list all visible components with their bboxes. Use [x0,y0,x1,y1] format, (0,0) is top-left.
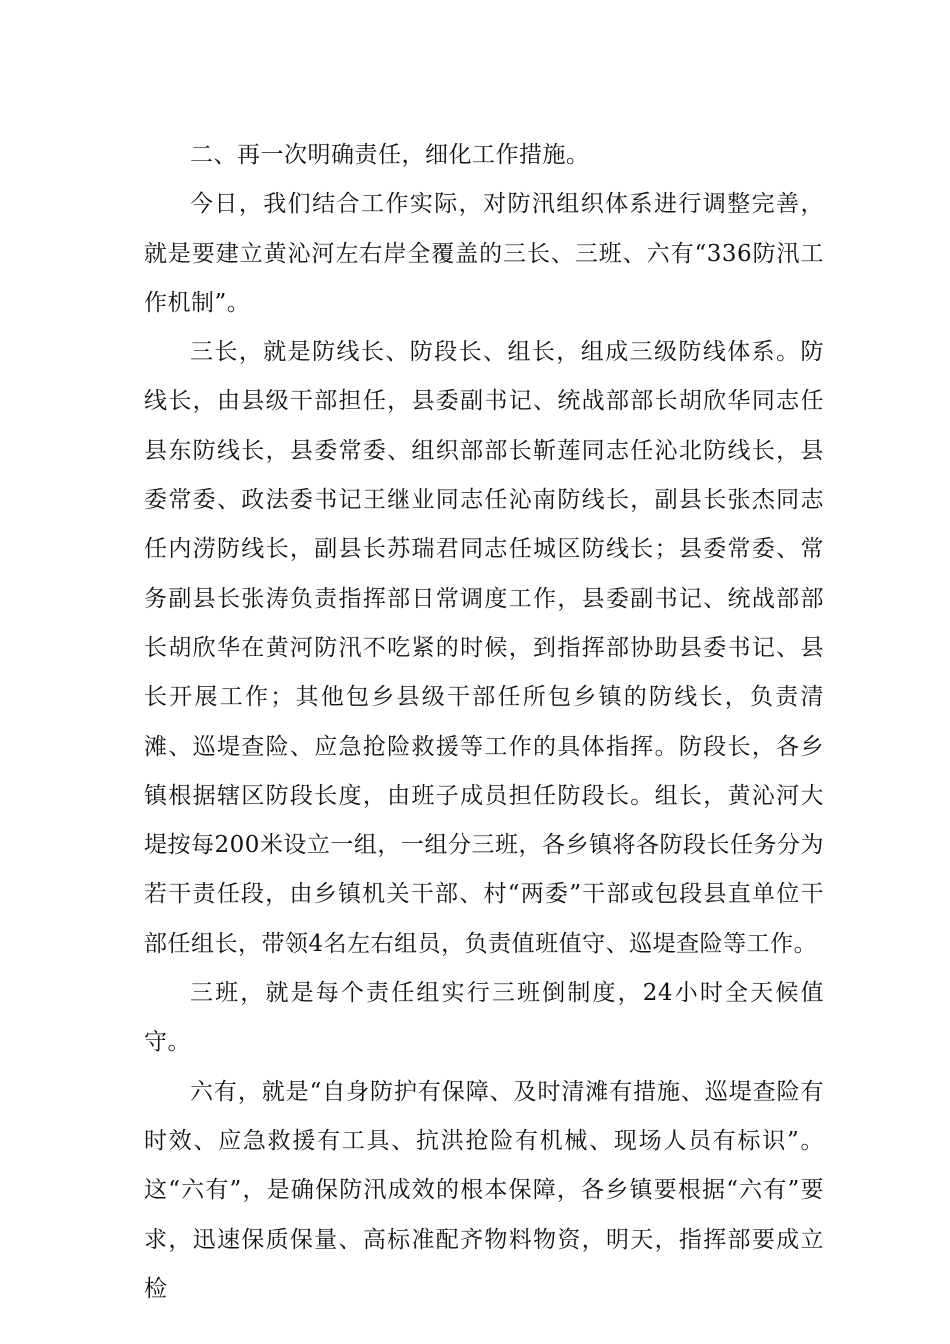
section-heading: 二、再一次明确责任，细化工作措施。 [190,142,590,168]
paragraph-six-haves: 六有，就是“自身防护有保障、及时清滩有措施、巡堤查险有时效、应急救援有工具、抗洪抢险有机械、现场人员有标识”。这“六有”，是确保防汛成效的根本保障，各乡镇要根据“六有”要求，迅速保质保量、高标准配齐物料物资，明天，指挥部要成立检 [144,1078,824,1302]
paragraph-mechanism-intro: 今日，我们结合工作实际，对防汛组织体系进行调整完善，就是要建立黄沁河左右岸全覆盖的三长、三班、六有“336防汛工作机制”。 [144,191,824,316]
paragraph-three-chiefs: 三长，就是防线长、防段长、组长，组成三级防线体系。防线长，由县级干部担任，县委副书记、统战部部长胡欣华同志任县东防线长，县委常委、组织部部长靳莲同志任沁北防线长，县委常委、政法委书记王继业同志任沁南防线长，副县长张杰同志任内涝防线长，副县长苏瑞君同志任城区防线长；县委常委、常务副县长张涛负责指挥部日常调度工作，县委副书记、统战部部长胡欣华在黄河防汛不吃紧的时候，到指挥部协助县委书记、县长开展工作；其他包乡县级干部任所包乡镇的防线长，负责清滩、巡堤查险、应急抢险救援等工作的具体指挥。防段长，各乡镇根据辖区防段长度，由班子成员担任防段长。组长，黄沁河大堤按每200米设立一组，一组分三班，各乡镇将各防段长任务分为若干责任段，由乡镇机关干部、村“两委”干部或包段县直单位干部任组长，带领4名左右组员，负责值班值守、巡堤查险等工作。 [144,339,824,957]
document-body [144,131,824,1314]
paragraph-three-shifts: 三班，就是每个责任组实行三班倒制度，24小时全天候值守。 [144,980,824,1056]
